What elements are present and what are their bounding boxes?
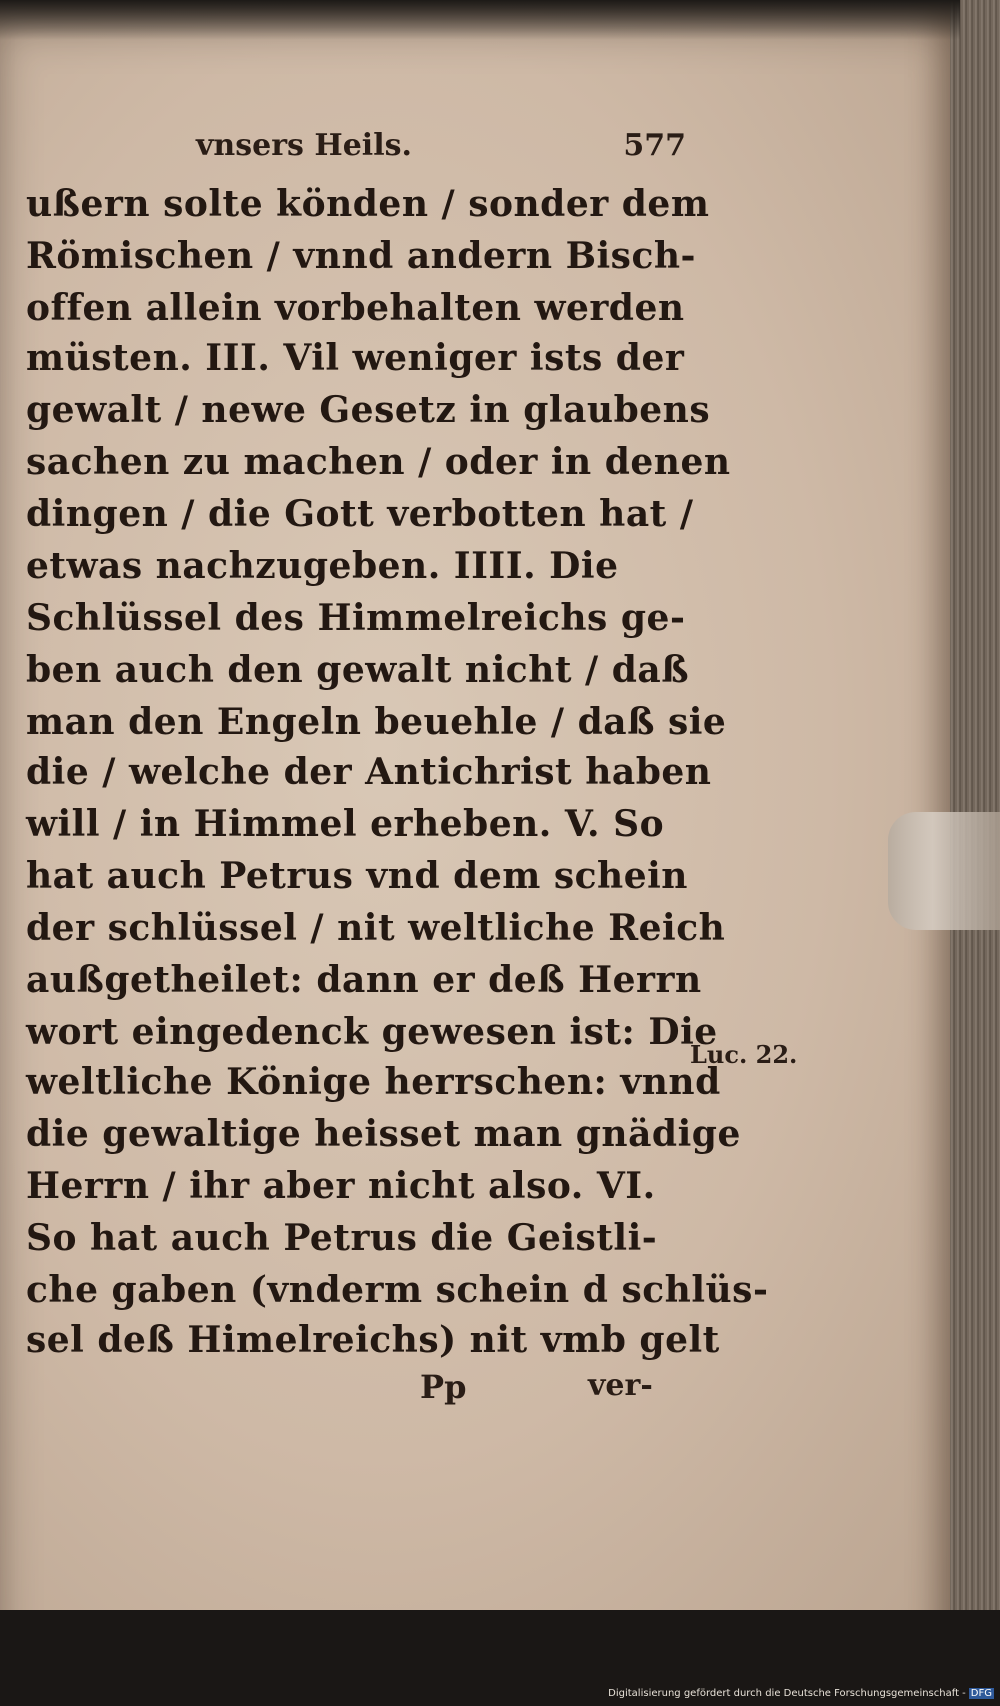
text-line: ben auch den gewalt nicht / daß — [26, 649, 690, 691]
margin-note: Luc. 22. — [690, 1040, 798, 1069]
text-line: die gewaltige heisset man gnädige — [26, 1113, 741, 1155]
text-line: ußern solte könden / sonder dem — [26, 183, 710, 225]
text-line: sel deß Himelreichs) nit vmb gelt — [26, 1319, 720, 1361]
text-line: müsten. III. Vil weniger ists der — [26, 337, 685, 379]
text-line: außgetheilet: dann er deß Herrn — [26, 959, 702, 1001]
text-line: Römischen / vnnd andern Bisch- — [26, 235, 696, 277]
text-line: che gaben (vnderm schein d schlüs- — [26, 1269, 769, 1311]
text-line: weltliche Könige herrschen: vnnd — [26, 1061, 721, 1103]
text-line: wort eingedenck gewesen ist: Die — [26, 1011, 718, 1053]
dfg-logo: DFG — [970, 1688, 992, 1699]
running-head-title: vnsers Heils. — [196, 128, 412, 163]
digitization-credit — [608, 1688, 994, 1699]
running-head — [196, 128, 686, 168]
text-line: will / in Himmel erheben. V. So — [26, 803, 665, 845]
text-line: gewalt / newe Gesetz in glaubens — [26, 389, 711, 431]
catchword: ver- — [588, 1368, 653, 1403]
text-line: Herrn / ihr aber nicht also. VI. — [26, 1165, 656, 1207]
text-line: hat auch Petrus vnd dem schein — [26, 855, 688, 897]
text-line: die / welche der Antichrist haben — [26, 751, 712, 793]
text-line: offen allein vorbehalten werden — [26, 287, 685, 329]
text-line: der schlüssel / nit weltliche Reich — [26, 907, 726, 949]
page-clip — [888, 812, 1000, 930]
page-number: 577 — [623, 128, 686, 163]
signature-mark: Pp — [420, 1368, 467, 1406]
top-shadow — [0, 0, 960, 40]
text-line: So hat auch Petrus die Geistli- — [26, 1217, 658, 1259]
text-line: etwas nachzugeben. IIII. Die — [26, 545, 619, 587]
text-line: man den Engeln beuehle / daß sie — [26, 701, 727, 743]
credit-text: Digitalisierung gefördert durch die Deutsche Forschungsgemeinschaft - — [608, 1688, 966, 1699]
text-line: dingen / die Gott verbotten hat / — [26, 493, 694, 535]
text-line: sachen zu machen / oder in denen — [26, 441, 731, 483]
text-line: Schlüssel des Himmelreichs ge- — [26, 597, 686, 639]
